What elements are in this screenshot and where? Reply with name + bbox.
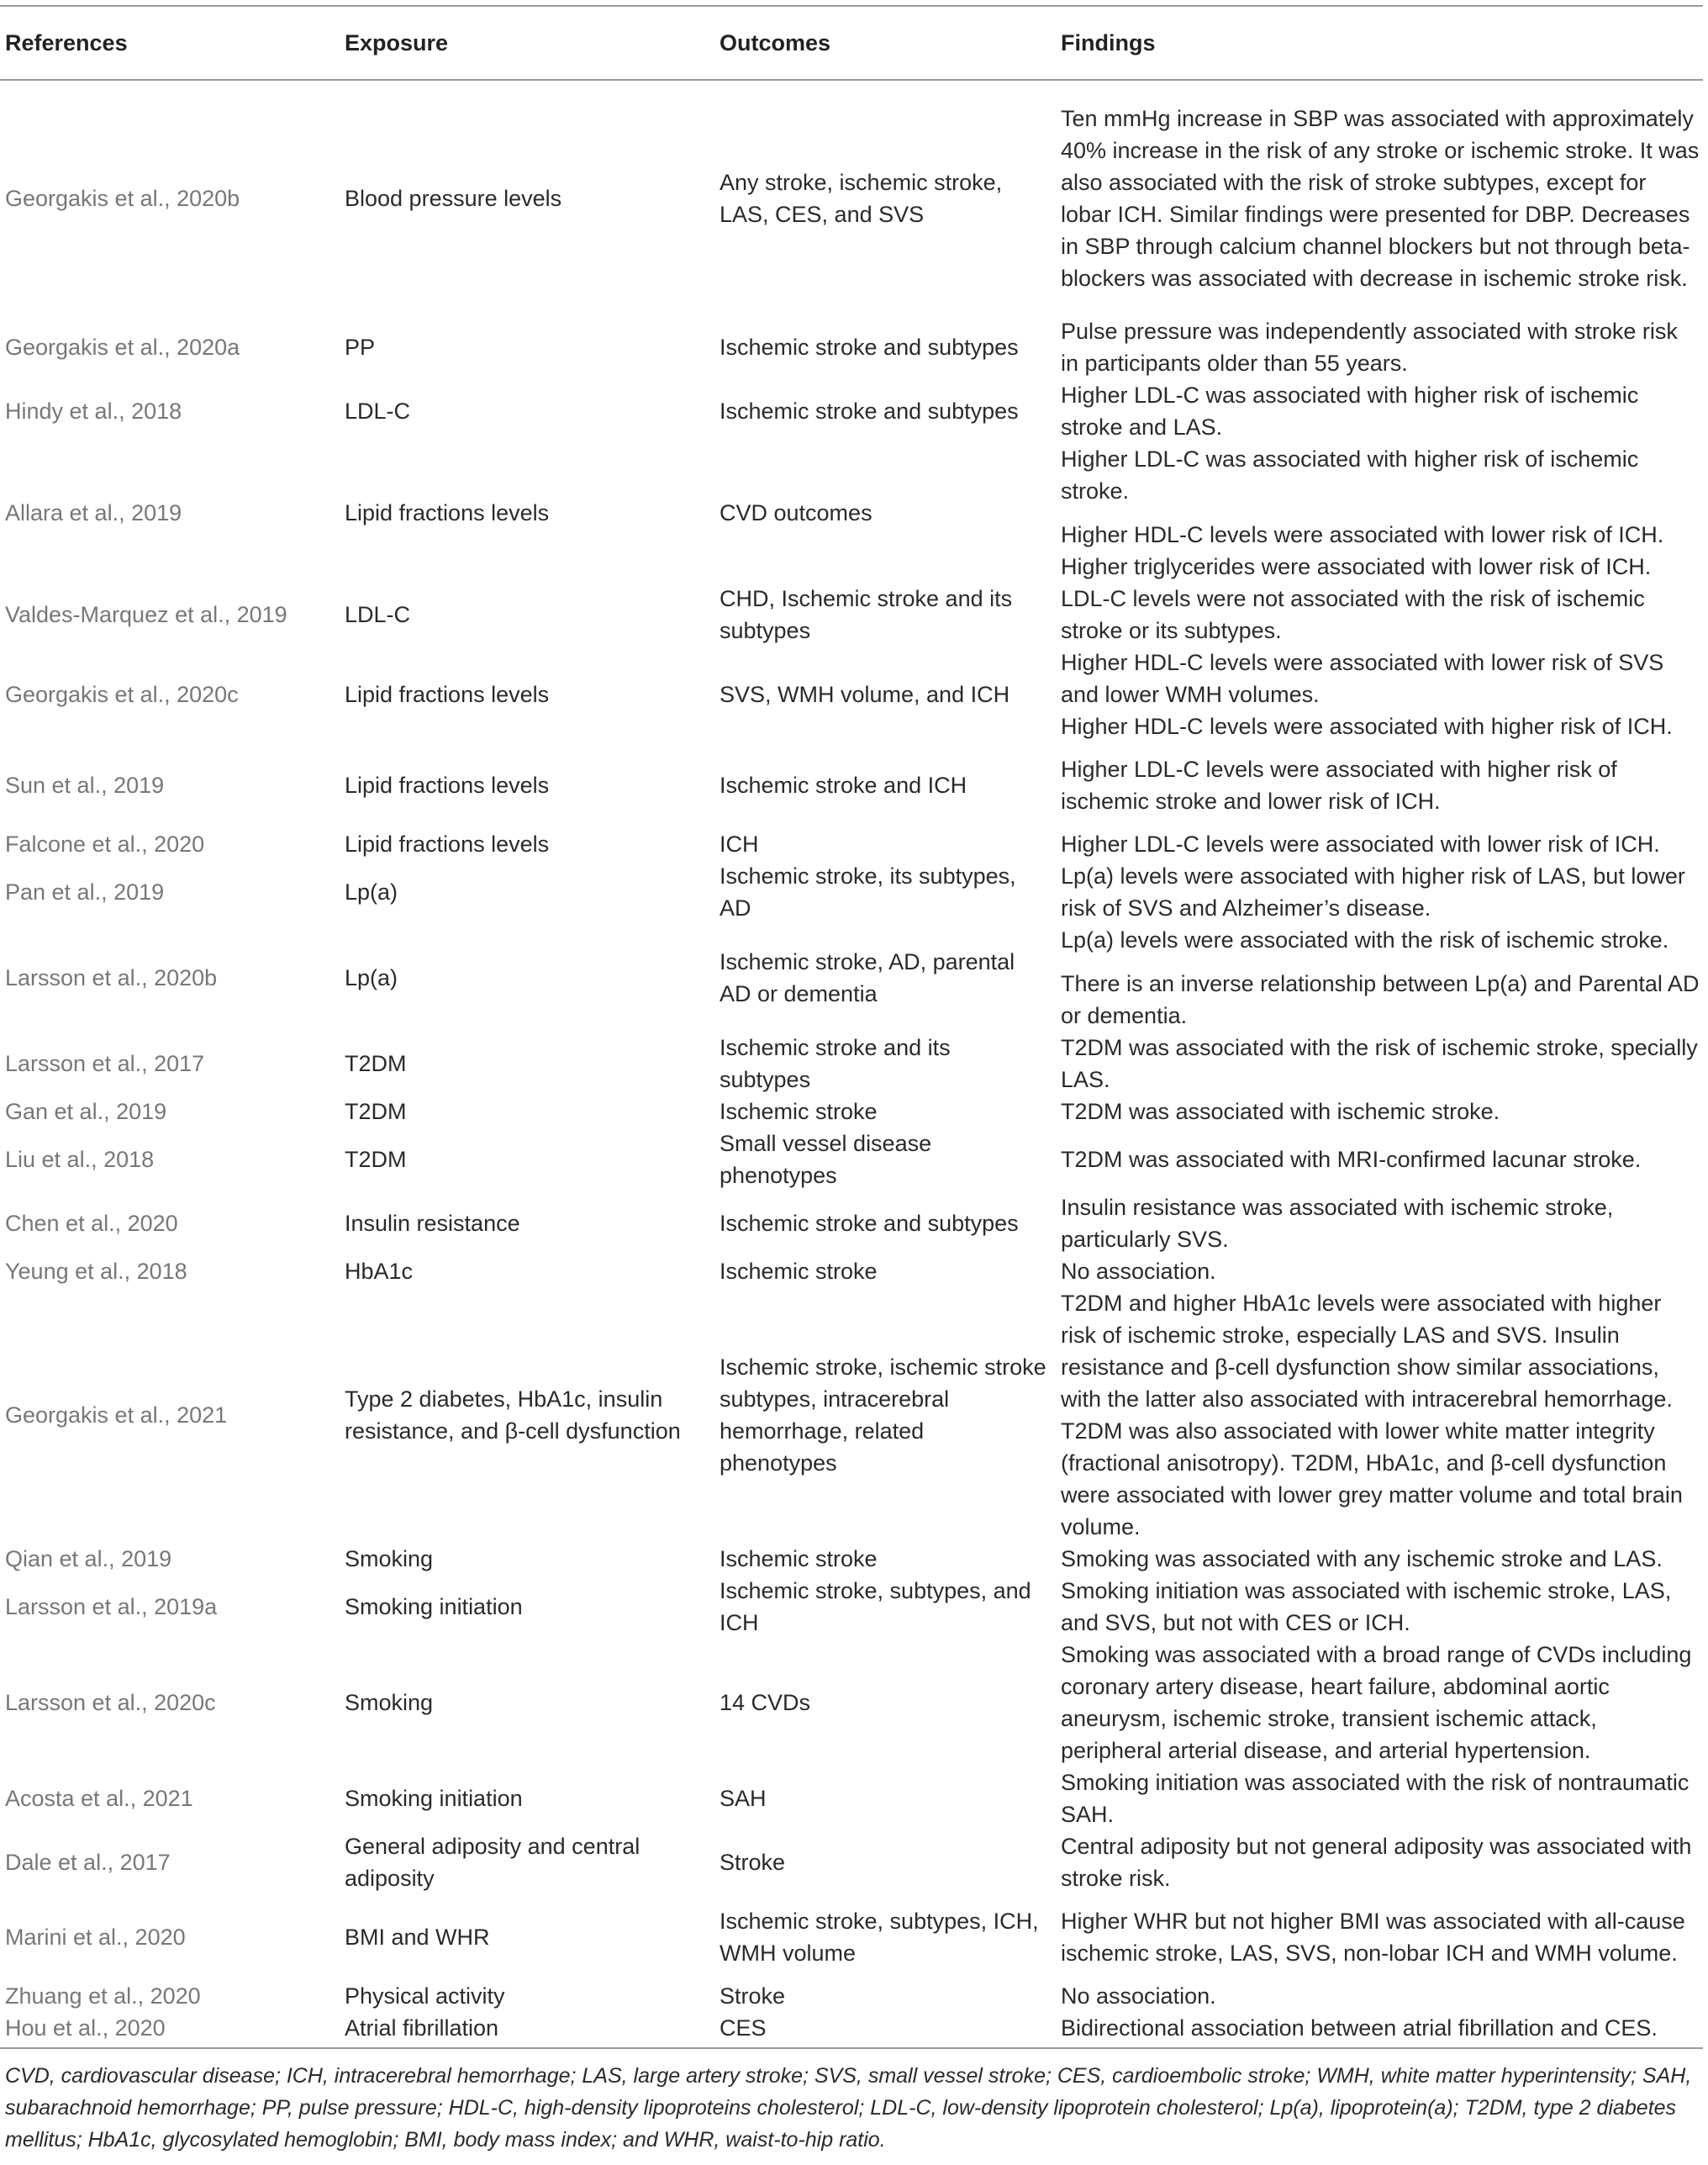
reference-cell: Larsson et al., 2019a bbox=[5, 1594, 218, 1619]
finding-text: Lp(a) levels were associated with the risk of ischemic stroke. bbox=[1061, 927, 1669, 953]
reference-cell: Qian et al., 2019 bbox=[5, 1546, 172, 1571]
table-row bbox=[0, 80, 1703, 315]
finding-text: No association. bbox=[1061, 1983, 1216, 2009]
finding-text: Insulin resistance was associated with ischemic stroke, particularly SVS. bbox=[1061, 1195, 1614, 1252]
exposure-cell: Blood pressure levels bbox=[345, 185, 562, 211]
table-row bbox=[0, 1127, 1703, 1191]
exposure-cell: Lp(a) bbox=[345, 879, 398, 905]
reference-cell: Georgakis et al., 2020b bbox=[5, 185, 240, 211]
finding-text: There is an inverse relationship between Lp(a) and Parental AD or dementia. bbox=[1061, 971, 1700, 1028]
findings-cell bbox=[1056, 860, 1703, 924]
outcomes-cell: ICH bbox=[720, 832, 759, 857]
finding-text: Smoking was associated with any ischemic stroke and LAS. bbox=[1061, 1546, 1663, 1571]
outcomes-cell: Ischemic stroke bbox=[720, 1259, 878, 1284]
findings-cell bbox=[1056, 80, 1703, 315]
reference-cell: Marini et al., 2020 bbox=[5, 1925, 186, 1950]
outcomes-cell: Ischemic stroke bbox=[720, 1099, 878, 1124]
finding-text: T2DM was associated with the risk of ischemic stroke, specially LAS. bbox=[1061, 1035, 1698, 1092]
finding-text: Higher LDL-C levels were associated with lower risk of ICH. bbox=[1061, 832, 1660, 857]
finding-text: Lp(a) levels were associated with higher risk of LAS, but lower risk of SVS and Alzheimer’s disease. bbox=[1061, 863, 1685, 921]
finding-text: T2DM was associated with MRI-confirmed lacunar stroke. bbox=[1061, 1147, 1642, 1172]
table-row bbox=[0, 443, 1703, 583]
finding-text: Smoking was associated with a broad range of CVDs including coronary artery disease, heart failure, abdominal aortic aneurysm, ischemic stroke, transient ischemic attack, peripheral arterial disease, and arterial hypertension. bbox=[1061, 1642, 1692, 1763]
reference-cell: Larsson et al., 2020c bbox=[5, 1690, 216, 1715]
outcomes-cell: Ischemic stroke, ischemic stroke subtypes, intracerebral hemorrhage, related phenotypes bbox=[720, 1354, 1046, 1476]
finding-text: Higher HDL-C levels were associated with lower risk of SVS and lower WMH volumes. bbox=[1061, 650, 1664, 707]
header-outcomes: Outcomes bbox=[714, 6, 1056, 80]
findings-table bbox=[0, 5, 1703, 2049]
finding-text: Smoking initiation was associated with ischemic stroke, LAS, and SVS, but not with CES or ICH. bbox=[1061, 1578, 1672, 1635]
outcomes-cell: Ischemic stroke and subtypes bbox=[720, 399, 1019, 424]
table-row bbox=[0, 742, 1703, 828]
finding-text: Ten mmHg increase in SBP was associated with approximately 40% increase in the risk of any stroke or ischemic stroke. It was also associated with the risk of stroke subtypes, except for lobar ICH. Similar findings were presented for DBP. Decreases in SBP through calcium channel blockers but not through beta-blockers was associated with decrease in ischemic stroke risk. bbox=[1061, 105, 1700, 291]
findings-cell bbox=[1056, 1894, 1703, 1980]
reference-cell: Larsson et al., 2017 bbox=[5, 1051, 205, 1076]
table-row bbox=[0, 924, 1703, 1032]
findings-cell bbox=[1056, 1543, 1703, 1575]
outcomes-cell: CVD outcomes bbox=[720, 500, 872, 525]
outcomes-cell: Ischemic stroke and subtypes bbox=[720, 1211, 1019, 1236]
exposure-cell: Lipid fractions levels bbox=[345, 773, 550, 798]
table-row bbox=[0, 647, 1703, 742]
exposure-cell: Smoking initiation bbox=[345, 1786, 523, 1811]
table-row bbox=[0, 583, 1703, 647]
reference-cell: Gan et al., 2019 bbox=[5, 1099, 167, 1124]
reference-cell: Liu et al., 2018 bbox=[5, 1147, 155, 1172]
reference-cell: Hindy et al., 2018 bbox=[5, 399, 182, 424]
outcomes-cell: Stroke bbox=[720, 1983, 786, 2009]
table-body bbox=[0, 80, 1703, 2048]
table-row bbox=[0, 1543, 1703, 1575]
table-row bbox=[0, 1830, 1703, 1894]
exposure-cell: Lipid fractions levels bbox=[345, 832, 550, 857]
reference-cell: Acosta et al., 2021 bbox=[5, 1786, 193, 1811]
table-row bbox=[0, 1639, 1703, 1766]
finding-text: Higher LDL-C was associated with higher risk of ischemic stroke and LAS. bbox=[1061, 383, 1639, 440]
outcomes-cell: Any stroke, ischemic stroke, LAS, CES, and SVS bbox=[720, 169, 1003, 227]
reference-cell: Allara et al., 2019 bbox=[5, 500, 182, 525]
finding-text: LDL-C levels were not associated with the risk of ischemic stroke or its subtypes. bbox=[1061, 586, 1645, 643]
header-references: References bbox=[0, 6, 340, 80]
exposure-cell: T2DM bbox=[345, 1147, 407, 1172]
findings-cell bbox=[1056, 1639, 1703, 1766]
table-row bbox=[0, 1575, 1703, 1639]
findings-cell bbox=[1056, 315, 1703, 379]
reference-cell: Falcone et al., 2020 bbox=[5, 832, 205, 857]
outcomes-cell: CHD, Ischemic stroke and its subtypes bbox=[720, 586, 1013, 643]
outcomes-cell: Ischemic stroke and ICH bbox=[720, 773, 967, 798]
outcomes-cell: Ischemic stroke, AD, parental AD or dementia bbox=[720, 949, 1015, 1006]
findings-cell bbox=[1056, 1191, 1703, 1255]
outcomes-cell: Small vessel disease phenotypes bbox=[720, 1131, 932, 1188]
outcomes-cell: Ischemic stroke, its subtypes, AD bbox=[720, 863, 1016, 921]
table-footnote: CVD, cardiovascular disease; ICH, intracerebral hemorrhage; LAS, large artery stroke; SVS, small vessel stroke; CES, cardioembolic stroke; WMH, white matter hyperintensity; SAH, subarachnoid hemorrhage; PP, pulse pressure; HDL-C, high-density lipoproteins cholesterol; LDL-C, low-density lipoprotein cholesterol; Lp(a), lipoprotein(a); T2DM, type 2 diabetes mellitus; HbA1c, glycosylated hemoglobin; BMI, body mass index; and WHR, waist-to-hip ratio. bbox=[5, 2064, 1692, 2152]
exposure-cell: BMI and WHR bbox=[345, 1925, 490, 1950]
exposure-cell: Lp(a) bbox=[345, 965, 398, 990]
exposure-cell: Smoking bbox=[345, 1546, 434, 1571]
exposure-cell: LDL-C bbox=[345, 399, 411, 424]
findings-cell bbox=[1056, 1287, 1703, 1543]
finding-text: No association. bbox=[1061, 1259, 1216, 1284]
table-row bbox=[0, 1255, 1703, 1287]
table-row bbox=[0, 860, 1703, 924]
table-row bbox=[0, 1894, 1703, 1980]
reference-cell: Georgakis et al., 2021 bbox=[5, 1402, 228, 1428]
findings-cell bbox=[1056, 1255, 1703, 1287]
table-row bbox=[0, 379, 1703, 443]
exposure-cell: LDL-C bbox=[345, 602, 411, 627]
table-row bbox=[0, 1287, 1703, 1543]
finding-text: Central adiposity but not general adiposity was associated with stroke risk. bbox=[1061, 1834, 1692, 1891]
findings-cell bbox=[1056, 379, 1703, 443]
reference-cell: Pan et al., 2019 bbox=[5, 879, 165, 905]
finding-text: Higher HDL-C levels were associated with lower risk of ICH. bbox=[1061, 522, 1664, 547]
reference-cell: Georgakis et al., 2020a bbox=[5, 335, 240, 360]
table-row bbox=[0, 1191, 1703, 1255]
finding-text: T2DM was associated with ischemic stroke. bbox=[1061, 1099, 1500, 1124]
findings-cell bbox=[1056, 583, 1703, 647]
exposure-cell: Smoking bbox=[345, 1690, 434, 1715]
reference-cell: Hou et al., 2020 bbox=[0, 2012, 340, 2048]
reference-cell: Larsson et al., 2020b bbox=[5, 965, 218, 990]
outcomes-cell: SVS, WMH volume, and ICH bbox=[720, 682, 1010, 707]
exposure-cell: PP bbox=[345, 335, 376, 360]
findings-cell bbox=[1056, 742, 1703, 828]
outcomes-cell: Ischemic stroke, subtypes, ICH, WMH volume bbox=[720, 1909, 1039, 1966]
outcomes-cell: Ischemic stroke and subtypes bbox=[720, 335, 1019, 360]
table-header bbox=[0, 6, 1703, 80]
table-row bbox=[0, 828, 1703, 860]
outcomes-cell: Ischemic stroke, subtypes, and ICH bbox=[720, 1578, 1031, 1635]
reference-cell: Georgakis et al., 2020c bbox=[5, 682, 239, 707]
findings-cell bbox=[1056, 647, 1703, 742]
outcomes-cell: Ischemic stroke and its subtypes bbox=[720, 1035, 951, 1092]
findings-cell bbox=[1056, 1766, 1703, 1830]
table-row bbox=[0, 1766, 1703, 1830]
finding-text: T2DM and higher HbA1c levels were associated with higher risk of ischemic stroke, especially LAS and SVS. Insulin resistance and β-cell dysfunction show similar associations, with the latter also associated with intracerebral hemorrhage. T2DM was also associated with lower white matter integrity (fractional anisotropy). T2DM, HbA1c, and β-cell dysfunction were associated with lower grey matter volume and total brain volume. bbox=[1061, 1291, 1683, 1539]
exposure-cell: Type 2 diabetes, HbA1c, insulin resistance, and β-cell dysfunction bbox=[345, 1386, 681, 1444]
findings-cell bbox=[1056, 924, 1703, 1032]
exposure-cell: Physical activity bbox=[345, 1983, 505, 2009]
reference-cell: Yeung et al., 2018 bbox=[5, 1259, 187, 1284]
header-row bbox=[0, 6, 1703, 80]
findings-cell bbox=[1056, 1032, 1703, 1096]
outcomes-cell: Ischemic stroke bbox=[720, 1546, 878, 1571]
table-row bbox=[0, 1096, 1703, 1127]
reference-cell: Zhuang et al., 2020 bbox=[5, 1983, 201, 2009]
findings-cell bbox=[1056, 443, 1703, 583]
finding-text: Higher WHR but not higher BMI was associated with all-cause ischemic stroke, LAS, SVS, non-lobar ICH and WMH volume. bbox=[1061, 1909, 1685, 1966]
table-row bbox=[0, 2012, 1703, 2048]
exposure-cell: T2DM bbox=[345, 1051, 407, 1076]
findings-cell bbox=[1056, 1575, 1703, 1639]
findings-cell bbox=[1056, 1127, 1703, 1191]
reference-cell: Sun et al., 2019 bbox=[5, 773, 165, 798]
outcomes-cell: CES bbox=[714, 2012, 1056, 2048]
exposure-cell: Insulin resistance bbox=[345, 1211, 520, 1236]
finding-text: Smoking initiation was associated with the risk of nontraumatic SAH. bbox=[1061, 1770, 1690, 1827]
exposure-cell: Atrial fibrillation bbox=[340, 2012, 714, 2048]
findings-cell bbox=[1056, 1980, 1703, 2012]
findings-cell bbox=[1056, 828, 1703, 860]
exposure-cell: Lipid fractions levels bbox=[345, 500, 550, 525]
finding-text: Higher triglycerides were associated with lower risk of ICH. bbox=[1061, 554, 1652, 579]
reference-cell: Chen et al., 2020 bbox=[5, 1211, 178, 1236]
table-row bbox=[0, 315, 1703, 379]
header-exposure: Exposure bbox=[340, 6, 714, 80]
table-row bbox=[0, 1032, 1703, 1096]
reference-cell: Valdes-Marquez et al., 2019 bbox=[5, 602, 287, 627]
reference-cell: Dale et al., 2017 bbox=[5, 1850, 171, 1875]
findings-cell bbox=[1056, 1830, 1703, 1894]
finding-text: Pulse pressure was independently associated with stroke risk in participants older than 55 years. bbox=[1061, 319, 1678, 376]
exposure-cell: T2DM bbox=[345, 1099, 407, 1124]
table-row bbox=[0, 1980, 1703, 2012]
outcomes-cell: Stroke bbox=[720, 1850, 786, 1875]
exposure-cell: General adiposity and central adiposity bbox=[345, 1834, 640, 1891]
outcomes-cell: 14 CVDs bbox=[720, 1690, 811, 1715]
findings-cell bbox=[1056, 2012, 1703, 2048]
header-findings: Findings bbox=[1056, 6, 1703, 80]
exposure-cell: Smoking initiation bbox=[345, 1594, 523, 1619]
findings-cell bbox=[1056, 1096, 1703, 1127]
exposure-cell: HbA1c bbox=[345, 1259, 414, 1284]
outcomes-cell: SAH bbox=[720, 1786, 767, 1811]
finding-text: Higher LDL-C was associated with higher risk of ischemic stroke. bbox=[1061, 446, 1639, 504]
finding-text: Bidirectional association between atrial fibrillation and CES. bbox=[1061, 2015, 1658, 2041]
exposure-cell: Lipid fractions levels bbox=[345, 682, 550, 707]
finding-text: Higher LDL-C levels were associated with higher risk of ischemic stroke and lower risk of ICH. bbox=[1061, 757, 1617, 814]
finding-text: Higher HDL-C levels were associated with higher risk of ICH. bbox=[1061, 714, 1673, 739]
